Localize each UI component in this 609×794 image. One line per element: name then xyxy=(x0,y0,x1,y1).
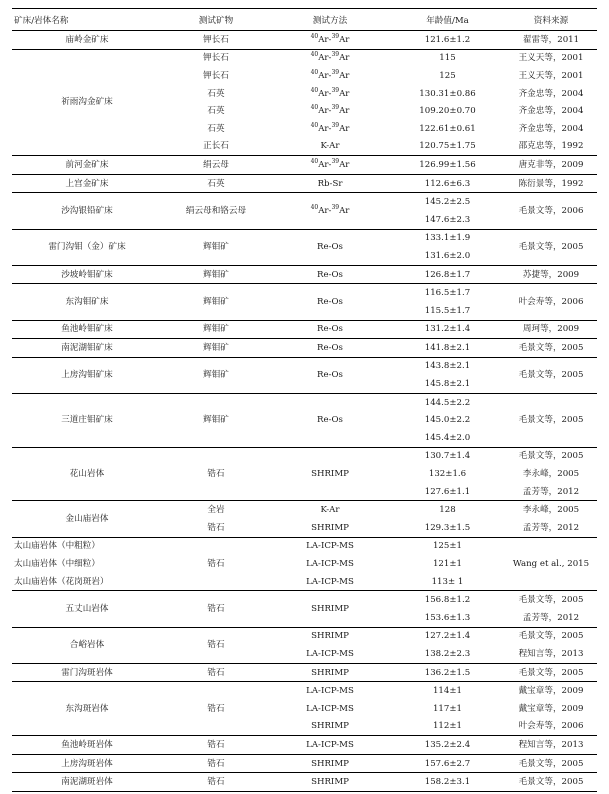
table-row xyxy=(12,339,597,358)
header-age: 年龄值/Ma xyxy=(390,9,505,31)
age-cell: 126.99±1.56 xyxy=(390,156,505,175)
table-row xyxy=(12,591,597,609)
age-cell: 109.20±0.70 xyxy=(419,106,476,117)
method-cell: LA-ICP-MS xyxy=(270,537,390,555)
mineral-cell: 锆石 xyxy=(162,773,270,792)
source-cell: 程知言等，2013 xyxy=(505,736,597,755)
mineral-cell: 石英 xyxy=(207,88,225,99)
method-cell: LA-ICP-MS xyxy=(306,703,354,714)
deposit-name: 祈雨沟金矿床 xyxy=(12,49,162,156)
source-cell: 毛景文等，2005 xyxy=(505,754,597,773)
source-cell: Wang et al., 2015 xyxy=(505,537,597,591)
age-cell: 138.2±2.3 xyxy=(424,648,471,659)
mineral-cell: 钾长石 xyxy=(203,70,229,81)
method-cell: LA-ICP-MS xyxy=(306,559,354,570)
source-cell: 戴宝章等，2009 xyxy=(505,682,597,700)
age-cell: 145.2±2.5 xyxy=(390,193,505,211)
table-row xyxy=(12,663,597,682)
method-cell: K-Ar xyxy=(320,141,340,152)
source-cell: 齐金忠等，2004 xyxy=(518,88,584,99)
mineral-cell: 辉钼矿 xyxy=(162,265,270,284)
age-cell: 125 xyxy=(439,70,456,81)
mineral-cell: 锆石 xyxy=(207,522,225,533)
source-cell: 毛景文等，2005 xyxy=(505,627,597,645)
age-cell: 131.2±1.4 xyxy=(390,320,505,339)
deposit-name: 合峪岩体 xyxy=(12,627,162,663)
age-cell: 121.6±1.2 xyxy=(390,31,505,50)
source-cell: 孟芳等，2012 xyxy=(522,612,580,623)
age-cell: 145.8±2.1 xyxy=(424,379,471,390)
source-cell: 齐金忠等，2004 xyxy=(518,123,584,134)
age-cell: 130.7±1.4 xyxy=(390,447,505,465)
deposit-name: 太山庙岩体（中粗粒） xyxy=(12,537,162,555)
age-cell: 147.6±2.3 xyxy=(424,214,471,225)
deposit-name: 上房沟钼矿床 xyxy=(12,357,162,393)
age-cell: 121±1 xyxy=(432,559,463,570)
source-cell: 毛景文等，2005 xyxy=(505,229,597,265)
method-cell: LA-ICP-MS xyxy=(270,682,390,700)
method-cell: LA-ICP-MS xyxy=(270,736,390,755)
source-cell: 毛景文等，2005 xyxy=(505,393,597,447)
age-cell: 136.2±1.5 xyxy=(390,663,505,682)
method-cell: SHRIMP xyxy=(270,663,390,682)
source-cell: 唐克非等，2009 xyxy=(505,156,597,175)
mineral-cell: 辉钼矿 xyxy=(162,284,270,320)
table-row xyxy=(12,736,597,755)
method-cell: SHRIMP xyxy=(270,591,390,627)
table-row xyxy=(12,447,597,465)
source-cell: 王义天等，2001 xyxy=(518,70,584,81)
table-body xyxy=(12,31,597,792)
table-row xyxy=(12,49,597,67)
age-cell: 117±1 xyxy=(432,703,463,714)
age-cell: 112±1 xyxy=(432,721,463,732)
source-cell: 齐金忠等，2004 xyxy=(518,106,584,117)
age-cell: 126.8±1.7 xyxy=(390,265,505,284)
source-cell: 苏捷等，2009 xyxy=(505,265,597,284)
deposit-name: 南泥湖钼矿床 xyxy=(12,339,162,358)
method-cell: Re-Os xyxy=(270,265,390,284)
table-row xyxy=(12,193,597,211)
age-cell: 130.31±0.86 xyxy=(419,88,476,99)
deposit-name: 东沟斑岩体 xyxy=(12,682,162,736)
table-row xyxy=(12,773,597,792)
source-cell: 叶会寿等，2006 xyxy=(518,721,584,732)
age-cell: 112.6±6.3 xyxy=(390,174,505,193)
mineral-cell: 石英 xyxy=(162,174,270,193)
header-name: 矿床/岩体名称 xyxy=(12,9,162,31)
mineral-cell: 锆石 xyxy=(162,736,270,755)
table-row xyxy=(12,537,597,555)
mineral-cell: 锆石 xyxy=(162,591,270,627)
mineral-cell: 绢云母和铬云母 xyxy=(162,193,270,229)
method-cell: SHRIMP xyxy=(270,754,390,773)
method-cell: K-Ar xyxy=(270,501,390,519)
deposit-name: 沙沟银铅矿床 xyxy=(12,193,162,229)
age-cell: 127.2±1.4 xyxy=(390,627,505,645)
table-row xyxy=(12,393,597,411)
table-row xyxy=(12,501,597,519)
method-cell: SHRIMP xyxy=(270,627,390,645)
table-row xyxy=(12,284,597,302)
age-data-table xyxy=(12,8,597,792)
age-cell: 131.6±2.0 xyxy=(424,250,471,261)
method-cell: Re-Os xyxy=(270,357,390,393)
deposit-name: 南泥湖斑岩体 xyxy=(12,773,162,792)
method-cell: $^{40}$Ar-$^{39}$Ar xyxy=(310,86,350,99)
method-cell: Rb-Sr xyxy=(270,174,390,193)
method-cell: $^{40}$Ar-$^{39}$Ar xyxy=(310,68,350,81)
method-cell: Re-Os xyxy=(270,339,390,358)
mineral-cell: 辉钼矿 xyxy=(162,393,270,447)
header-mineral: 测试矿物 xyxy=(162,9,270,31)
deposit-name: 沙坡岭钼矿床 xyxy=(12,265,162,284)
method-cell: Re-Os xyxy=(270,229,390,265)
mineral-cell: 辉钼矿 xyxy=(162,357,270,393)
table-row xyxy=(12,265,597,284)
method-cell: SHRIMP xyxy=(270,447,390,501)
method-cell: $^{40}$Ar-$^{39}$Ar xyxy=(270,49,390,67)
mineral-cell: 辉钼矿 xyxy=(162,229,270,265)
age-cell: 125±1 xyxy=(390,537,505,555)
deposit-name: 雷门沟钼（金）矿床 xyxy=(12,229,162,265)
source-cell: 李永峰，2005 xyxy=(505,501,597,519)
method-cell: SHRIMP xyxy=(311,721,349,732)
deposit-name: 前河金矿床 xyxy=(12,156,162,175)
table-row xyxy=(12,357,597,375)
source-cell: 邵克忠等，1992 xyxy=(518,141,584,152)
mineral-cell: 辉钼矿 xyxy=(162,320,270,339)
mineral-cell: 石英 xyxy=(207,123,225,134)
deposit-name: 上宫金矿床 xyxy=(12,174,162,193)
mineral-cell: 钾长石 xyxy=(162,49,270,67)
source-cell: 毛景文等，2005 xyxy=(505,591,597,609)
method-cell: LA-ICP-MS xyxy=(306,576,354,587)
method-cell: SHRIMP xyxy=(270,773,390,792)
age-cell: 158.2±3.1 xyxy=(390,773,505,792)
age-cell: 122.61±0.61 xyxy=(419,123,476,134)
age-cell: 153.6±1.3 xyxy=(424,612,471,623)
source-cell: 陈衍景等，1992 xyxy=(505,174,597,193)
source-cell: 程知言等，2013 xyxy=(518,648,584,659)
age-cell: 113± 1 xyxy=(431,576,464,587)
age-cell: 135.2±2.4 xyxy=(390,736,505,755)
source-cell: 毛景文等，2005 xyxy=(505,663,597,682)
method-cell: Re-Os xyxy=(270,320,390,339)
age-cell: 127.6±1.1 xyxy=(424,486,471,497)
age-cell: 133.1±1.9 xyxy=(390,229,505,247)
deposit-name: 太山庙岩体（花岗斑岩） xyxy=(14,576,109,587)
mineral-cell: 钾长石 xyxy=(162,31,270,50)
source-cell: 叶会寿等，2006 xyxy=(505,284,597,320)
deposit-name: 金山庙岩体 xyxy=(12,501,162,537)
age-cell: 157.6±2.7 xyxy=(390,754,505,773)
mineral-cell: 全岩 xyxy=(162,501,270,519)
age-cell: 156.8±1.2 xyxy=(390,591,505,609)
deposit-name: 三道庄钼矿床 xyxy=(12,393,162,447)
deposit-name: 东沟钼矿床 xyxy=(12,284,162,320)
method-cell: Re-Os xyxy=(270,393,390,447)
table-row xyxy=(12,31,597,50)
source-cell: 戴宝章等，2009 xyxy=(518,703,584,714)
mineral-cell: 锆石 xyxy=(162,754,270,773)
mineral-cell: 锆石 xyxy=(162,537,270,591)
table-row xyxy=(12,754,597,773)
age-cell: 115.5±1.7 xyxy=(424,305,471,316)
mineral-cell: 锆石 xyxy=(162,682,270,736)
table-row xyxy=(12,627,597,645)
deposit-name: 鱼池岭斑岩体 xyxy=(12,736,162,755)
age-cell: 116.5±1.7 xyxy=(390,284,505,302)
header-source: 资料来源 xyxy=(505,9,597,31)
source-cell: 毛景文等，2005 xyxy=(505,773,597,792)
deposit-name: 花山岩体 xyxy=(12,447,162,501)
deposit-name: 庙岭金矿床 xyxy=(12,31,162,50)
mineral-cell: 辉钼矿 xyxy=(162,339,270,358)
age-cell: 120.75±1.75 xyxy=(419,141,476,152)
method-cell: Re-Os xyxy=(270,284,390,320)
table-row xyxy=(12,156,597,175)
method-cell: $^{40}$Ar-$^{39}$Ar xyxy=(310,121,350,134)
age-cell: 143.8±2.1 xyxy=(390,357,505,375)
deposit-name: 雷门沟斑岩体 xyxy=(12,663,162,682)
deposit-name: 鱼池岭钼矿床 xyxy=(12,320,162,339)
age-cell: 115 xyxy=(390,49,505,67)
mineral-cell: 锆石 xyxy=(162,663,270,682)
source-cell: 毛景文等，2005 xyxy=(505,447,597,465)
method-cell: LA-ICP-MS xyxy=(306,648,354,659)
table-header-row xyxy=(12,9,597,31)
mineral-cell: 锆石 xyxy=(162,627,270,663)
source-cell: 孟芳等，2012 xyxy=(522,486,580,497)
source-cell: 王义天等，2001 xyxy=(505,49,597,67)
source-cell: 毛景文等，2005 xyxy=(505,357,597,393)
method-cell: $^{40}$Ar-$^{39}$Ar xyxy=(270,31,390,50)
deposit-name: 五丈山岩体 xyxy=(12,591,162,627)
age-cell: 129.3±1.5 xyxy=(424,522,471,533)
age-cell: 128 xyxy=(390,501,505,519)
method-cell: $^{40}$Ar-$^{39}$Ar xyxy=(310,104,350,117)
mineral-cell: 锆石 xyxy=(162,447,270,501)
mineral-cell: 绢云母 xyxy=(162,156,270,175)
source-cell: 毛景文等，2006 xyxy=(505,193,597,229)
source-cell: 孟芳等，2012 xyxy=(522,522,580,533)
age-cell: 141.8±2.1 xyxy=(390,339,505,358)
table-row xyxy=(12,229,597,247)
mineral-cell: 石英 xyxy=(207,106,225,117)
header-method: 测试方法 xyxy=(270,9,390,31)
method-cell: $^{40}$Ar-$^{39}$Ar xyxy=(270,193,390,229)
method-cell: SHRIMP xyxy=(311,522,349,533)
source-cell: 翟雷等，2011 xyxy=(505,31,597,50)
table-row xyxy=(12,320,597,339)
source-cell: 周珂等，2009 xyxy=(505,320,597,339)
deposit-name: 上房沟斑岩体 xyxy=(12,754,162,773)
deposit-name: 太山庙岩体（中细粒） xyxy=(14,559,100,570)
age-cell: 114±1 xyxy=(390,682,505,700)
age-cell: 145.0±2.2 xyxy=(424,415,471,426)
table-row xyxy=(12,682,597,700)
source-cell: 毛景文等，2005 xyxy=(505,339,597,358)
table-row xyxy=(12,174,597,193)
age-cell: 145.4±2.0 xyxy=(424,432,471,443)
method-cell: $^{40}$Ar-$^{39}$Ar xyxy=(270,156,390,175)
source-cell: 李永峰，2005 xyxy=(522,469,580,480)
mineral-cell: 正长石 xyxy=(203,141,229,152)
age-cell: 132±1.6 xyxy=(428,469,467,480)
age-cell: 144.5±2.2 xyxy=(390,393,505,411)
